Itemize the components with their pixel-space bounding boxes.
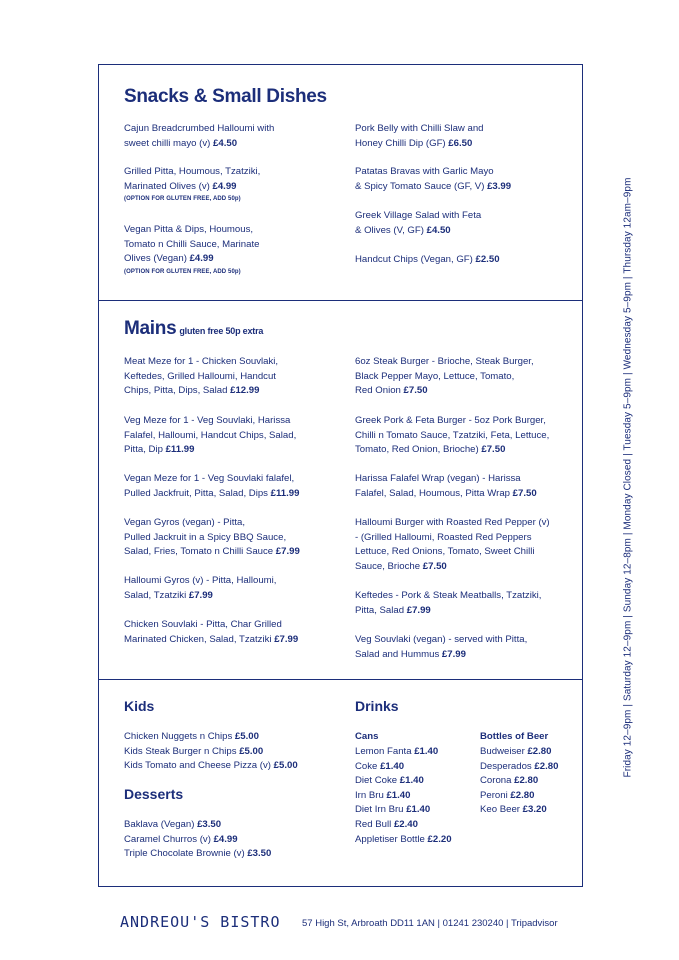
list-item bbox=[480, 774, 538, 789]
menu-item-text: Halloumi Burger with Roasted Red Pepper (v) bbox=[355, 517, 550, 528]
menu-item-price: £4.99 bbox=[212, 180, 237, 192]
menu-item-text: Marinated Chicken, Salad, Tzatziki bbox=[124, 633, 275, 645]
list-item-price: £2.80 bbox=[527, 746, 552, 757]
list-item-price: £3.50 bbox=[197, 819, 222, 830]
list-item bbox=[124, 745, 263, 760]
menu-item-price: £6.50 bbox=[448, 137, 473, 149]
list-item-price: £2.40 bbox=[393, 819, 418, 830]
menu-item bbox=[355, 516, 550, 574]
mains-title: Mains bbox=[124, 318, 177, 339]
list-item-price: £5.00 bbox=[234, 731, 259, 742]
menu-item-text: Salad and Hummus bbox=[355, 648, 442, 660]
menu-item-text: Salad, Fries, Tomato n Chilli Sauce bbox=[124, 546, 276, 558]
menu-item-text: & Spicy Tomato Sauce (GF, V) bbox=[355, 180, 488, 192]
menu-item-price: £11.99 bbox=[165, 444, 195, 456]
menu-item-text: & Olives (V, GF) bbox=[355, 224, 427, 236]
list-item-name: Appletiser Bottle bbox=[355, 833, 428, 845]
menu-item-text: Vegan Meze for 1 - Veg Souvlaki falafel, bbox=[124, 473, 295, 484]
list-item-name: Desperados bbox=[480, 760, 535, 772]
list-item bbox=[124, 730, 259, 745]
menu-item-price: £4.50 bbox=[426, 224, 451, 236]
list-item-name: Budweiser bbox=[480, 746, 528, 757]
list-item-name: Diet Irn Bru bbox=[355, 804, 407, 816]
list-item bbox=[480, 789, 534, 804]
footer-info: 57 High St, Arbroath DD11 1AN | 01241 230240 | Tripadvisor bbox=[302, 918, 558, 929]
list-item-price: £1.40 bbox=[414, 746, 439, 757]
menu-item bbox=[124, 223, 259, 278]
menu-item bbox=[355, 633, 527, 662]
list-item-price: £2.80 bbox=[510, 789, 535, 801]
menu-item-price: £11.99 bbox=[270, 487, 300, 499]
menu-item bbox=[124, 165, 260, 205]
menu-item-text: Lettuce, Red Onions, Tomato, Sweet Chilli bbox=[355, 546, 535, 558]
list-item-name: Irn Bru bbox=[355, 789, 387, 801]
list-item-name: Triple Chocolate Brownie (v) bbox=[124, 848, 248, 860]
menu-item bbox=[124, 414, 296, 458]
list-item-price: £1.40 bbox=[399, 775, 424, 787]
list-item-name: Caramel Churros (v) bbox=[124, 833, 214, 845]
menu-item-text: Halloumi Gyros (v) - Pitta, Halloumi, bbox=[124, 575, 277, 586]
menu-item-text: sweet chilli mayo (v) bbox=[124, 137, 214, 149]
menu-item-text: Vegan Pitta & Dips, Houmous, bbox=[124, 224, 254, 235]
list-item-price: £5.00 bbox=[273, 760, 298, 772]
menu-item bbox=[355, 472, 537, 501]
menu-item-price: £7.50 bbox=[403, 385, 428, 397]
menu-item-price: £4.50 bbox=[213, 137, 238, 149]
menu-item-text: Greek Pork & Feta Burger - 5oz Pork Burger, bbox=[355, 415, 546, 426]
list-item-price: £3.20 bbox=[522, 804, 547, 816]
list-item-price: £1.40 bbox=[386, 789, 411, 801]
menu-item-price: £7.99 bbox=[188, 589, 213, 601]
menu-item-text: Olives (Vegan) bbox=[124, 253, 190, 265]
menu-item-text: Pulled Jackfruit, Pitta, Salad, Dips bbox=[124, 487, 271, 499]
menu-item-note: (OPTION FOR GLUTEN FREE, ADD 50p) bbox=[124, 268, 241, 275]
cans-heading: Cans bbox=[355, 731, 379, 742]
menu-item bbox=[355, 253, 500, 268]
beer-heading: Bottles of Beer bbox=[480, 731, 549, 742]
menu-item-text: Vegan Gyros (vegan) - Pitta, bbox=[124, 517, 246, 528]
drinks-heading: Drinks bbox=[355, 698, 399, 714]
bistro-logo: ANDREOU'S BISTRO bbox=[120, 913, 281, 931]
list-item-name: Corona bbox=[480, 775, 515, 787]
list-item bbox=[124, 759, 298, 774]
menu-item-text: Handcut Chips (Vegan, GF) bbox=[355, 254, 476, 265]
list-item-name: Red Bull bbox=[355, 819, 394, 830]
menu-item-note: (OPTION FOR GLUTEN FREE, ADD 50p) bbox=[124, 196, 241, 203]
menu-item-text: Keftedes - Pork & Steak Meatballs, Tzatziki, bbox=[355, 590, 542, 601]
list-item-name: Kids Steak Burger n Chips bbox=[124, 745, 240, 757]
list-item-name: Coke bbox=[355, 760, 381, 772]
list-item-name: Chicken Nuggets n Chips bbox=[124, 731, 235, 742]
menu-item-price: £7.99 bbox=[406, 604, 431, 616]
menu-item-text: Veg Souvlaki (vegan) - served with Pitta, bbox=[355, 634, 528, 645]
menu-item-text: Chilli n Tomato Sauce, Tzatziki, Feta, Lettuce, bbox=[355, 429, 550, 441]
menu-item-text: Red Onion bbox=[355, 385, 404, 397]
list-item bbox=[480, 803, 547, 818]
menu-item-text: Keftedes, Grilled Halloumi, Handcut bbox=[124, 370, 276, 382]
menu-item-price: £2.50 bbox=[475, 254, 500, 265]
list-item-price: £2.80 bbox=[514, 775, 539, 787]
list-item-price: £2.80 bbox=[534, 760, 559, 772]
divider-mains-kids bbox=[98, 679, 583, 680]
menu-item bbox=[124, 516, 300, 560]
menu-item-price: £4.99 bbox=[189, 253, 214, 265]
list-item bbox=[355, 774, 424, 789]
list-item-name: Kids Tomato and Cheese Pizza (v) bbox=[124, 760, 274, 772]
divider-snacks-mains bbox=[98, 300, 583, 301]
menu-item-text: Meat Meze for 1 - Chicken Souvlaki, bbox=[124, 356, 279, 367]
menu-item-price: £7.50 bbox=[481, 444, 506, 456]
list-item-price: £1.40 bbox=[406, 804, 431, 816]
menu-item-price: £12.99 bbox=[230, 385, 260, 397]
list-item bbox=[124, 833, 238, 848]
menu-item bbox=[124, 472, 299, 501]
menu-item-text: Cajun Breadcrumbed Halloumi with bbox=[124, 123, 275, 134]
list-item-price: £5.00 bbox=[239, 745, 264, 757]
menu-item-text: Tomato n Chilli Sauce, Marinate bbox=[124, 238, 260, 250]
list-item-name: Keo Beer bbox=[480, 804, 523, 816]
list-item bbox=[480, 745, 551, 760]
menu-item-price: £7.99 bbox=[441, 648, 466, 660]
menu-item bbox=[124, 618, 298, 647]
menu-item bbox=[355, 209, 481, 238]
menu-item-price: £3.99 bbox=[487, 180, 512, 192]
menu-item-text: 6oz Steak Burger - Brioche, Steak Burger, bbox=[355, 356, 534, 367]
menu-item-text: Pulled Jackruit in a Spicy BBQ Sauce, bbox=[124, 531, 287, 543]
menu-item-price: £7.50 bbox=[422, 560, 447, 572]
desserts-heading: Desserts bbox=[124, 786, 184, 802]
list-item bbox=[355, 818, 418, 833]
menu-item-text: Greek Village Salad with Feta bbox=[355, 210, 482, 221]
menu-item-text: Tomato, Red Onion, Brioche) bbox=[355, 444, 482, 456]
menu-item-text: Marinated Olives (v) bbox=[124, 180, 213, 192]
menu-item-text: Black Pepper Mayo, Lettuce, Tomato, bbox=[355, 370, 515, 382]
list-item-price: £4.99 bbox=[213, 833, 238, 845]
list-item-name: Baklava (Vegan) bbox=[124, 819, 198, 830]
list-item bbox=[480, 760, 558, 775]
menu-item-text: Salad, Tzatziki bbox=[124, 589, 189, 601]
menu-item-text: Pitta, Dip bbox=[124, 444, 166, 456]
menu-item-text: Honey Chilli Dip (GF) bbox=[355, 137, 449, 149]
list-item-name: Lemon Fanta bbox=[355, 746, 415, 757]
list-item-name: Peroni bbox=[480, 789, 511, 801]
list-item-name: Diet Coke bbox=[355, 775, 400, 787]
menu-item-text: Pork Belly with Chilli Slaw and bbox=[355, 123, 484, 134]
list-item bbox=[124, 847, 271, 862]
list-item bbox=[124, 818, 221, 833]
menu-item-text: Grilled Pitta, Houmous, Tzatziki, bbox=[124, 166, 261, 177]
menu-item bbox=[355, 414, 549, 458]
menu-item-text: Veg Meze for 1 - Veg Souvlaki, Harissa bbox=[124, 415, 291, 426]
menu-item-price: £7.50 bbox=[512, 487, 537, 499]
opening-hours: Friday 12–9pm | Saturday 12–9pm | Sunday 12–8pm | Monday Closed | Tuesday 5–9pm | Wednesday 5–9pm | Thursday 12am–9pm bbox=[622, 177, 634, 778]
list-item-price: £1.40 bbox=[380, 760, 405, 772]
list-item bbox=[355, 833, 452, 848]
mains-heading bbox=[124, 318, 263, 340]
menu-item bbox=[355, 122, 484, 151]
menu-item bbox=[124, 355, 278, 399]
list-item bbox=[355, 789, 410, 804]
list-item-price: £3.50 bbox=[247, 848, 272, 860]
menu-item-text: Chips, Pitta, Dips, Salad bbox=[124, 385, 231, 397]
menu-item-text: Falafel, Halloumi, Handcut Chips, Salad, bbox=[124, 429, 297, 441]
snacks-heading: Snacks & Small Dishes bbox=[124, 86, 327, 107]
menu-item-text: Falafel, Salad, Houmous, Pitta Wrap bbox=[355, 487, 513, 499]
mains-subtitle: gluten free 50p extra bbox=[179, 326, 264, 336]
menu-item bbox=[355, 165, 511, 194]
list-item bbox=[355, 803, 430, 818]
menu-item-price: £7.99 bbox=[275, 546, 300, 558]
menu-item-text: Sauce, Brioche bbox=[355, 560, 423, 572]
menu-item-text: Pitta, Salad bbox=[355, 604, 407, 616]
list-item bbox=[355, 745, 438, 760]
menu-item-text: Patatas Bravas with Garlic Mayo bbox=[355, 166, 494, 177]
menu-item-text: - (Grilled Halloumi, Roasted Red Peppers bbox=[355, 531, 532, 543]
menu-item bbox=[124, 574, 276, 603]
menu-item bbox=[355, 589, 541, 618]
menu-item bbox=[124, 122, 274, 151]
menu-item bbox=[355, 355, 534, 399]
list-item-price: £2.20 bbox=[427, 833, 452, 845]
list-item bbox=[355, 760, 404, 775]
menu-item-text: Chicken Souvlaki - Pitta, Char Grilled bbox=[124, 619, 282, 630]
menu-item-text: Harissa Falafel Wrap (vegan) - Harissa bbox=[355, 473, 521, 484]
kids-heading: Kids bbox=[124, 698, 155, 714]
menu-item-price: £7.99 bbox=[274, 633, 299, 645]
